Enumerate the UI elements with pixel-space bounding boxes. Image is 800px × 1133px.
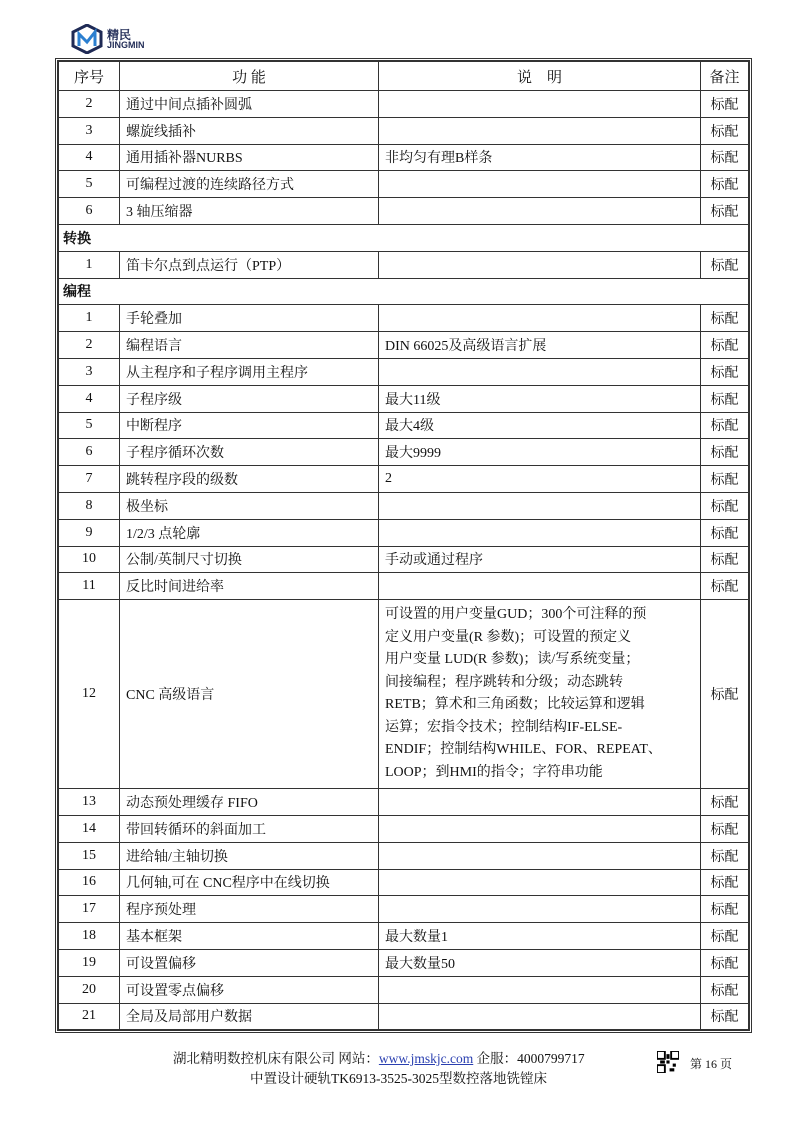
- row-description: DIN 66025及高级语言扩展: [379, 332, 701, 359]
- table-row: [59, 385, 749, 412]
- description-line: 可设置的用户变量GUD；300个可注释的预: [385, 607, 647, 623]
- row-number: 4: [59, 144, 120, 171]
- row-function: 螺旋线插补: [120, 117, 379, 144]
- row-number: 10: [59, 546, 120, 573]
- table-row: [59, 251, 749, 278]
- row-number: 7: [59, 466, 120, 493]
- row-function: 带回转循环的斜面加工: [120, 815, 379, 842]
- description-line: 运算；宏指令技术；控制结构IF-ELSE-: [385, 719, 623, 735]
- row-function: 编程语言: [120, 332, 379, 359]
- logo-en: JINGMIN: [107, 39, 145, 50]
- row-note: 标配: [701, 923, 749, 950]
- row-description: [379, 896, 701, 923]
- row-number: 21: [59, 1003, 120, 1030]
- row-description: [379, 171, 701, 198]
- description-line: 用户变量 LUD(R 参数)；读/写系统变量；: [385, 652, 640, 668]
- row-note: 标配: [701, 546, 749, 573]
- description-line: LOOP；到HMI的指令；字符串功能: [385, 764, 603, 780]
- row-description: 非均匀有理B样条: [379, 144, 701, 171]
- table-row: [59, 789, 749, 816]
- description-line: 间接编程；程序跳转和分级；动态跳转: [385, 674, 623, 690]
- table-row: [59, 546, 749, 573]
- section-label: 转换: [59, 224, 749, 251]
- footer-website-link[interactable]: www.jmskjc.com: [378, 1051, 474, 1066]
- table-row: [59, 842, 749, 869]
- row-note: 标配: [701, 600, 749, 789]
- description-line: ENDIF；控制结构WHILE、FOR、REPEAT、: [385, 742, 662, 758]
- row-function: 可设置偏移: [120, 949, 379, 976]
- row-number: 1: [59, 305, 120, 332]
- spec-table-frame: [55, 58, 752, 1033]
- table-row: [59, 923, 749, 950]
- row-number: 4: [59, 385, 120, 412]
- row-note: 标配: [701, 358, 749, 385]
- row-description: [379, 869, 701, 896]
- row-note: 标配: [701, 466, 749, 493]
- row-description: [379, 573, 701, 600]
- row-function: 基本框架: [120, 923, 379, 950]
- table-row: [59, 492, 749, 519]
- qr-code-icon: [657, 1051, 679, 1073]
- row-number: 18: [59, 923, 120, 950]
- row-function: 程序预处理: [120, 896, 379, 923]
- table-row: [59, 305, 749, 332]
- table-row: [59, 815, 749, 842]
- jingmin-logo-icon: [70, 24, 104, 54]
- row-function: 动态预处理缓存 FIFO: [120, 789, 379, 816]
- row-function: 通用插补器NURBS: [120, 144, 379, 171]
- row-description: 2: [379, 466, 701, 493]
- row-description: [379, 117, 701, 144]
- spec-table: [58, 61, 749, 1030]
- row-number: 1: [59, 251, 120, 278]
- row-number: 19: [59, 949, 120, 976]
- row-number: 8: [59, 492, 120, 519]
- row-function: 几何轴,可在 CNC程序中在线切换: [120, 869, 379, 896]
- row-description: [379, 251, 701, 278]
- table-row: [59, 573, 749, 600]
- footer-line-1: [173, 1047, 585, 1067]
- company-logo: [70, 24, 145, 54]
- footer-service: 企服：4000799717: [473, 1051, 585, 1066]
- table-row: [59, 332, 749, 359]
- row-note: 标配: [701, 117, 749, 144]
- table-row: [59, 439, 749, 466]
- row-number: 5: [59, 171, 120, 198]
- row-number: 3: [59, 358, 120, 385]
- table-header: [59, 62, 749, 91]
- table-row: [59, 412, 749, 439]
- row-number: 9: [59, 519, 120, 546]
- row-note: 标配: [701, 976, 749, 1003]
- row-description: [379, 91, 701, 118]
- header-no: 序号: [59, 62, 120, 91]
- row-note: 标配: [701, 305, 749, 332]
- row-function: 全局及局部用户数据: [120, 1003, 379, 1030]
- row-function: 子程序级: [120, 385, 379, 412]
- table-row: [59, 519, 749, 546]
- row-note: 标配: [701, 896, 749, 923]
- row-description: [379, 305, 701, 332]
- row-note: 标配: [701, 412, 749, 439]
- row-note: 标配: [701, 251, 749, 278]
- row-description: [379, 976, 701, 1003]
- section-row: [59, 224, 749, 251]
- row-number: 5: [59, 412, 120, 439]
- row-function: 中断程序: [120, 412, 379, 439]
- table-row: [59, 466, 749, 493]
- row-function: 公制/英制尺寸切换: [120, 546, 379, 573]
- row-number: 14: [59, 815, 120, 842]
- row-number: 3: [59, 117, 120, 144]
- row-function: 通过中间点插补圆弧: [120, 91, 379, 118]
- row-number: 13: [59, 789, 120, 816]
- row-function: 进给轴/主轴切换: [120, 842, 379, 869]
- row-function: 极坐标: [120, 492, 379, 519]
- table-row: [59, 976, 749, 1003]
- row-note: 标配: [701, 573, 749, 600]
- row-number: 2: [59, 332, 120, 359]
- header-note: 备注: [701, 62, 749, 91]
- row-function: 可设置零点偏移: [120, 976, 379, 1003]
- row-function: 3 轴压缩器: [120, 198, 379, 225]
- row-function: 子程序循环次数: [120, 439, 379, 466]
- row-description: [379, 842, 701, 869]
- row-function: 可编程过渡的连续路径方式: [120, 171, 379, 198]
- row-description: [379, 492, 701, 519]
- table-row: [59, 171, 749, 198]
- table-row: [59, 869, 749, 896]
- table-row: [59, 117, 749, 144]
- row-function: 从主程序和子程序调用主程序: [120, 358, 379, 385]
- row-note: 标配: [701, 949, 749, 976]
- row-function: 反比时间进给率: [120, 573, 379, 600]
- row-description: 最大11级: [379, 385, 701, 412]
- row-description: 最大数量1: [379, 923, 701, 950]
- row-description: 最大数量50: [379, 949, 701, 976]
- section-row: [59, 278, 749, 305]
- row-number: 20: [59, 976, 120, 1003]
- row-note: 标配: [701, 385, 749, 412]
- footer-model: 中置设计硬轨TK6913-3525-3025型数控落地铣镗床: [250, 1071, 547, 1086]
- row-function: 跳转程序段的级数: [120, 466, 379, 493]
- page-number: 第 16 页: [690, 1057, 733, 1071]
- row-description: [379, 1003, 701, 1030]
- table-row: [59, 949, 749, 976]
- row-number: 2: [59, 91, 120, 118]
- row-number: 6: [59, 439, 120, 466]
- row-note: 标配: [701, 439, 749, 466]
- row-description: [379, 358, 701, 385]
- row-description: [379, 519, 701, 546]
- row-note: 标配: [701, 492, 749, 519]
- row-note: 标配: [701, 198, 749, 225]
- description-line: 定义用户变量(R 参数)；可设置的预定义: [385, 629, 632, 645]
- row-description: [379, 600, 701, 789]
- table-row: [59, 358, 749, 385]
- table-row: [59, 600, 749, 789]
- row-number: 6: [59, 198, 120, 225]
- row-number: 11: [59, 573, 120, 600]
- row-function: 笛卡尔点到点运行（PTP）: [120, 251, 379, 278]
- row-description: 最大9999: [379, 439, 701, 466]
- table-row: [59, 896, 749, 923]
- description-line: RETB；算术和三角函数；比较运算和逻辑: [385, 697, 645, 713]
- row-description: [379, 789, 701, 816]
- row-note: 标配: [701, 1003, 749, 1030]
- table-row: [59, 144, 749, 171]
- row-number: 12: [59, 600, 120, 789]
- row-function: 1/2/3 点轮廓: [120, 519, 379, 546]
- header-description: 说 明: [379, 62, 701, 91]
- row-description: 手动或通过程序: [379, 546, 701, 573]
- row-function: CNC 高级语言: [120, 600, 379, 789]
- row-note: 标配: [701, 789, 749, 816]
- row-note: 标配: [701, 91, 749, 118]
- row-note: 标配: [701, 519, 749, 546]
- table-row: [59, 1003, 749, 1030]
- row-note: 标配: [701, 869, 749, 896]
- row-number: 17: [59, 896, 120, 923]
- row-note: 标配: [701, 171, 749, 198]
- row-description: [379, 198, 701, 225]
- row-note: 标配: [701, 815, 749, 842]
- row-note: 标配: [701, 842, 749, 869]
- row-description: 最大4级: [379, 412, 701, 439]
- table-row: [59, 91, 749, 118]
- row-number: 16: [59, 869, 120, 896]
- row-note: 标配: [701, 144, 749, 171]
- row-description: [379, 815, 701, 842]
- table-row: [59, 198, 749, 225]
- row-number: 15: [59, 842, 120, 869]
- row-note: 标配: [701, 332, 749, 359]
- row-function: 手轮叠加: [120, 305, 379, 332]
- logo-cn: 精民: [107, 27, 132, 42]
- footer-company: 湖北精明数控机床有限公司 网站：: [173, 1051, 379, 1066]
- header-function: 功 能: [120, 62, 379, 91]
- section-label: 编程: [59, 278, 749, 305]
